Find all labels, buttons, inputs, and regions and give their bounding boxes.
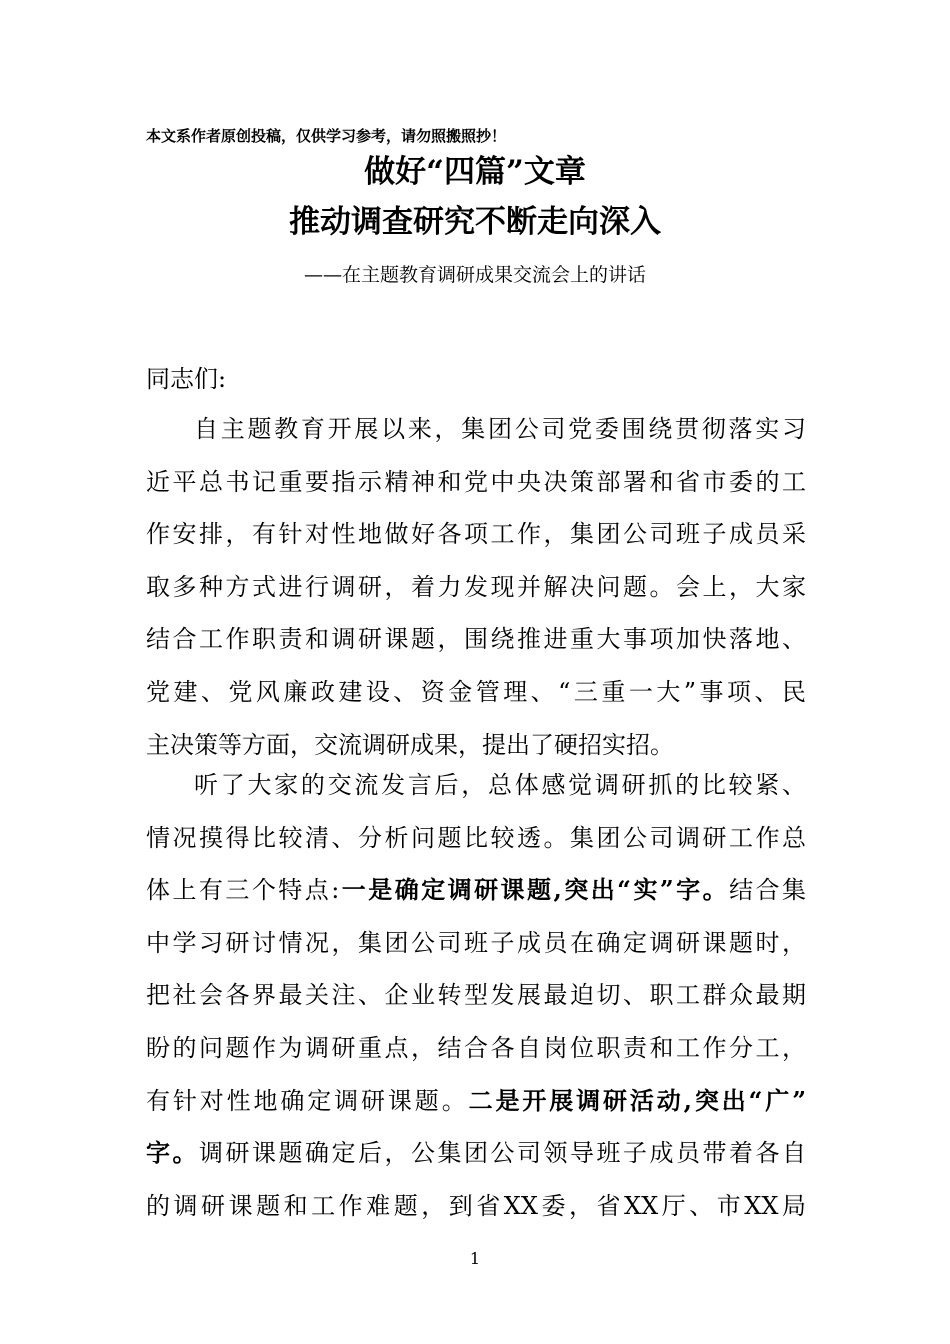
bold-text-run: 一是确定调研课题,突出“实”字。 bbox=[339, 875, 730, 905]
paragraph-line: 盼的问题作为调研重点，结合各自岗位职责和工作分工， bbox=[146, 1033, 806, 1062]
paragraph-line bbox=[146, 864, 806, 917]
document-subtitle: ——在主题教育调研成果交流会上的讲话 bbox=[303, 264, 646, 286]
paragraph-1 bbox=[146, 403, 806, 771]
salutation: 同志们: bbox=[146, 365, 227, 393]
page-number: 1 bbox=[469, 1249, 481, 1268]
paragraph-line bbox=[146, 1075, 806, 1128]
bold-text-run: 字。 bbox=[146, 1138, 199, 1168]
paragraph-line: 的调研课题和工作难题，到省XX委，省XX厅、市XX局 bbox=[146, 1191, 806, 1220]
text-run: 结合集 bbox=[729, 876, 806, 905]
paragraph-line: 听了大家的交流发言后，总体感觉调研抓的比较紧、 bbox=[194, 771, 806, 799]
paragraph-line: 主决策等方面，交流调研成果，提出了硬招实招。 bbox=[146, 730, 674, 759]
document-title-line-1: 做好“四篇”文章 bbox=[364, 154, 586, 190]
text-run: 调研课题确定后，公集团公司领导班子成员带着各自 bbox=[199, 1139, 806, 1168]
copyright-notice: 本文系作者原创投稿，仅供学习参考，请勿照搬照抄！ bbox=[146, 127, 507, 145]
paragraph-line bbox=[146, 1127, 806, 1180]
paragraph-line: 情况摸得比较清、分析问题比较透。集团公司调研工作总 bbox=[146, 823, 806, 852]
paragraph-line: 作安排，有针对性地做好各项工作，集团公司班子成员采 bbox=[146, 520, 806, 549]
paragraph-line: 结合工作职责和调研课题，围绕推进重大事项加快落地、 bbox=[146, 625, 806, 654]
paragraph-line: 中学习研讨情况，集团公司班子成员在确定调研课题时， bbox=[146, 928, 806, 957]
paragraph-2 bbox=[146, 759, 806, 1232]
paragraph-line: 取多种方式进行调研，着力发现并解决问题。会上，大家 bbox=[146, 572, 806, 601]
bold-text-run: 二是开展调研活动,突出“广” bbox=[468, 1085, 806, 1115]
paragraph-line: 党建、党风廉政建设、资金管理、“三重一大”事项、民 bbox=[146, 677, 806, 706]
text-run: 体上有三个特点: bbox=[146, 876, 340, 905]
text-run: 有针对性地确定调研课题。 bbox=[146, 1086, 469, 1115]
paragraph-line: 自主题教育开展以来，集团公司党委围绕贯彻落实习 bbox=[194, 415, 806, 443]
paragraph-line: 近平总书记重要指示精神和党中央决策部署和省市委的工 bbox=[146, 467, 806, 496]
document-title-line-2: 推动调查研究不断走向深入 bbox=[289, 204, 661, 240]
paragraph-line: 把社会各界最关注、企业转型发展最迫切、职工群众最期 bbox=[146, 981, 806, 1010]
